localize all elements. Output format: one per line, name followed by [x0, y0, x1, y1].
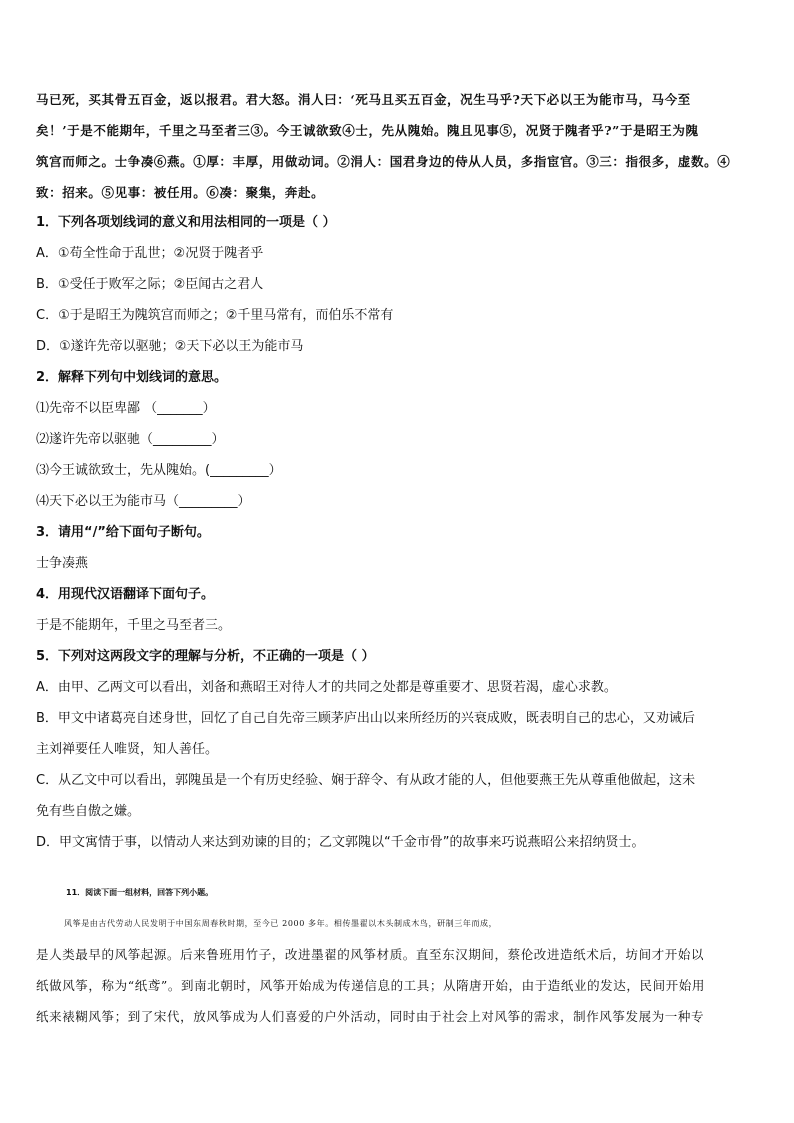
q5-option-d: D．甲文寓情于事，以情动人来达到劝谏的目的；乙文郭隗以“千金市骨”的故事来巧说燕昭公来招纳贤士。 — [36, 835, 645, 850]
q1-option-b: B．①受任于败军之际；②臣闻古之君人 — [36, 277, 264, 292]
section-11-line-1: 风筝是由古代劳动人民发明于中国东周春秋时期，至今已 2000 多年。相传墨翟以木头制成木鸟，研制三年而成， — [64, 919, 498, 928]
section-11-line-3: 纸做风筝，称为“纸鸢”。到南北朝时，风筝开始成为传递信息的工具；从隋唐开始，由于造纸业的发达，民间开始用 — [36, 978, 705, 993]
q5-option-c-line1: C．从乙文中可以看出，郭隗虽是一个有历史经验、娴于辞令、有从政才能的人，但他要燕王先从尊重他做起，这未 — [36, 773, 696, 788]
q1-option-a: A．①苟全性命于乱世；②况贤于隗者乎 — [36, 246, 264, 261]
q1-option-d: D．①遂许先帝以驱驰；②天下必以王为能市马 — [36, 339, 304, 354]
section-11-line-4: 纸来裱糊风筝；到了宋代，放风筝成为人们喜爱的户外活动，同时由于社会上对风筝的需求，制作风筝发展为一种专 — [36, 1009, 705, 1024]
q5-option-c-line2: 免有些自傲之嫌。 — [36, 804, 141, 819]
question-1: 1．下列各项划线词的意义和用法相同的一项是（ ） — [36, 215, 336, 230]
q5-option-b-line1: B．甲文中诸葛亮自述身世，回忆了自己自先帝三顾茅庐出山以来所经历的兴衰成败，既表明自己的忠心，又劝诫后 — [36, 711, 695, 726]
section-11-heading: 11．阅读下面一组材料，回答下列小题。 — [66, 888, 214, 897]
passage-line-3: 筑宫而师之。士争凑⑥燕。①厚：丰厚，用做动词。②涓人：国君身边的侍从人员，多指宦官。③三：指很多，虚数。④ — [36, 154, 731, 169]
q1-option-c: C．①于是昭王为隗筑宫而师之；②千里马常有，而伯乐不常有 — [36, 308, 394, 323]
q2-item-4: ⑷天下必以王为能市马（_________） — [36, 494, 251, 509]
q2-item-3: ⑶今王诚欲致士，先从隗始。(_________） — [36, 463, 282, 478]
q2-item-2: ⑵遂许先帝以驱驰（_________） — [36, 432, 225, 447]
passage-line-2: 矣！’于是不能期年，千里之马至者三③。今王诚欲致④士，先从隗始。隗且见事⑤，况贤于隗者乎?”于是昭王为隗 — [36, 123, 699, 138]
q5-option-b-line2: 主刘禅要任人唯贤，知人善任。 — [36, 742, 219, 757]
q2-item-1: ⑴先帝不以臣卑鄙 （_______） — [36, 401, 216, 416]
question-2: 2．解释下列句中划线词的意思。 — [36, 370, 228, 385]
q4-sentence: 于是不能期年，千里之马至者三。 — [36, 618, 232, 633]
passage-line-4: 致：招来。⑤见事：被任用。⑥凑：聚集，奔赴。 — [36, 185, 325, 200]
question-3: 3．请用“/”给下面句子断句。 — [36, 525, 210, 540]
q3-sentence: 士争凑燕 — [36, 556, 89, 571]
section-11-line-2: 是人类最早的风筝起源。后来鲁班用竹子，改进墨翟的风筝材质。直至东汉期间，蔡伦改进造纸术后，坊间才开始以 — [36, 947, 705, 962]
question-4: 4．用现代汉语翻译下面句子。 — [36, 587, 215, 602]
passage-line-1: 马已死，买其骨五百金，返以报君。君大怒。涓人曰：‘死马且买五百金，况生马乎?天下必以王为能市马，马今至 — [36, 92, 691, 107]
question-5: 5．下列对这两段文字的理解与分析，不正确的一项是（ ） — [36, 649, 375, 664]
q5-option-a: A．由甲、乙两文可以看出，刘备和燕昭王对待人才的共同之处都是尊重要才、思贤若渴，虚心求教。 — [36, 680, 617, 695]
